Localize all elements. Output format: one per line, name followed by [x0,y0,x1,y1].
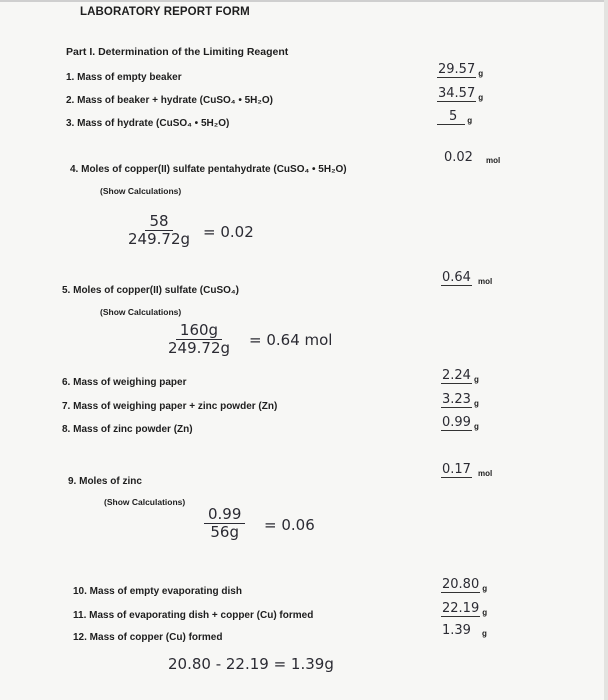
item-10-label: 10. Mass of empty evaporating dish [73,586,242,597]
item-12-unit: g [481,629,487,638]
item-9-show-calc-label: (Show Calculations) [104,497,186,507]
item-3-unit: g [467,116,473,125]
item-11-answer [441,601,487,617]
item-4-unit: mol [485,156,501,165]
part-heading: Part I. Determination of the Limiting Reagent [66,46,289,58]
item-1-label: 1. Mass of empty beaker [66,72,182,83]
item-5-denominator: 249.72g [168,339,231,357]
item-9-result: = 0.06 [264,516,315,534]
item-6-unit: g [473,375,479,384]
item-6-answer [441,368,479,384]
item-4-label: 4. Moles of copper(II) sulfate pentahydrate (CuSO₄ • 5H₂O) [70,164,347,175]
item-7-label: 7. Mass of weighing paper + zinc powder (Zn) [62,401,278,412]
item-4-fraction [124,213,194,248]
item-2-label: 2. Mass of beaker + hydrate (CuSO₄ • 5H₂O) [66,95,273,106]
item-6-value: 2.24 [442,368,471,383]
item-1-unit: g [478,69,484,78]
item-8-answer [441,415,479,431]
item-12-calc-expression: 20.80 - 22.19 = 1.39g [168,655,334,673]
item-9-denominator: 56g [210,523,239,541]
item-3-answer [437,109,472,125]
item-12-answer [441,623,487,638]
item-11-value: 22.19 [442,601,480,616]
item-10-answer [441,577,487,593]
item-5-value: 0.64 [442,270,471,285]
item-5-numerator: 160g [176,322,222,340]
item-11-label: 11. Mass of evaporating dish + copper (Cu) formed [73,610,314,621]
item-8-value: 0.99 [442,415,471,430]
item-7-unit: g [473,399,479,408]
report-title: LABORATORY REPORT FORM [80,6,250,18]
item-9-label: 9. Moles of zinc [68,476,142,487]
item-3-label: 3. Mass of hydrate (CuSO₄ • 5H₂O) [66,118,230,129]
item-4-denominator: 249.72g [128,230,191,248]
item-9-value: 0.17 [442,462,471,477]
item-5-result: = 0.64 mol [249,331,333,349]
item-5-answer [441,270,492,286]
item-6-label: 6. Mass of weighing paper [62,377,187,388]
item-9-answer [441,462,492,478]
item-2-unit: g [478,93,484,102]
item-10-unit: g [482,584,488,593]
item-10-value: 20.80 [442,577,480,592]
item-4-numerator: 58 [145,213,172,231]
item-9-fraction [204,506,245,541]
item-8-label: 8. Mass of zinc powder (Zn) [62,424,193,435]
item-2-answer [437,86,483,102]
item-5-show-calc-label: (Show Calculations) [100,307,182,317]
item-7-value: 3.23 [442,392,471,407]
item-5-label: 5. Moles of copper(II) sulfate (CuSO₄) [62,285,240,296]
item-5-fraction [164,322,234,357]
item-8-unit: g [473,422,479,431]
item-4-answer [443,150,500,165]
item-4-value: 0.02 [444,150,473,165]
page-right-edge [604,0,608,700]
item-9-unit: mol [477,469,493,478]
page-top-edge [0,0,608,2]
item-4-show-calc-label: (Show Calculations) [100,186,182,196]
item-4-result: = 0.02 [203,223,254,241]
item-9-numerator: 0.99 [204,506,245,524]
item-1-value: 29.57 [438,62,476,77]
item-11-unit: g [482,608,488,617]
item-12-label: 12. Mass of copper (Cu) formed [73,632,223,643]
item-1-answer [437,62,483,78]
item-7-answer [441,392,479,408]
item-5-unit: mol [477,277,493,286]
item-3-value: 5 [437,109,465,125]
item-12-value: 1.39 [442,623,471,638]
item-2-value: 34.57 [438,86,476,101]
